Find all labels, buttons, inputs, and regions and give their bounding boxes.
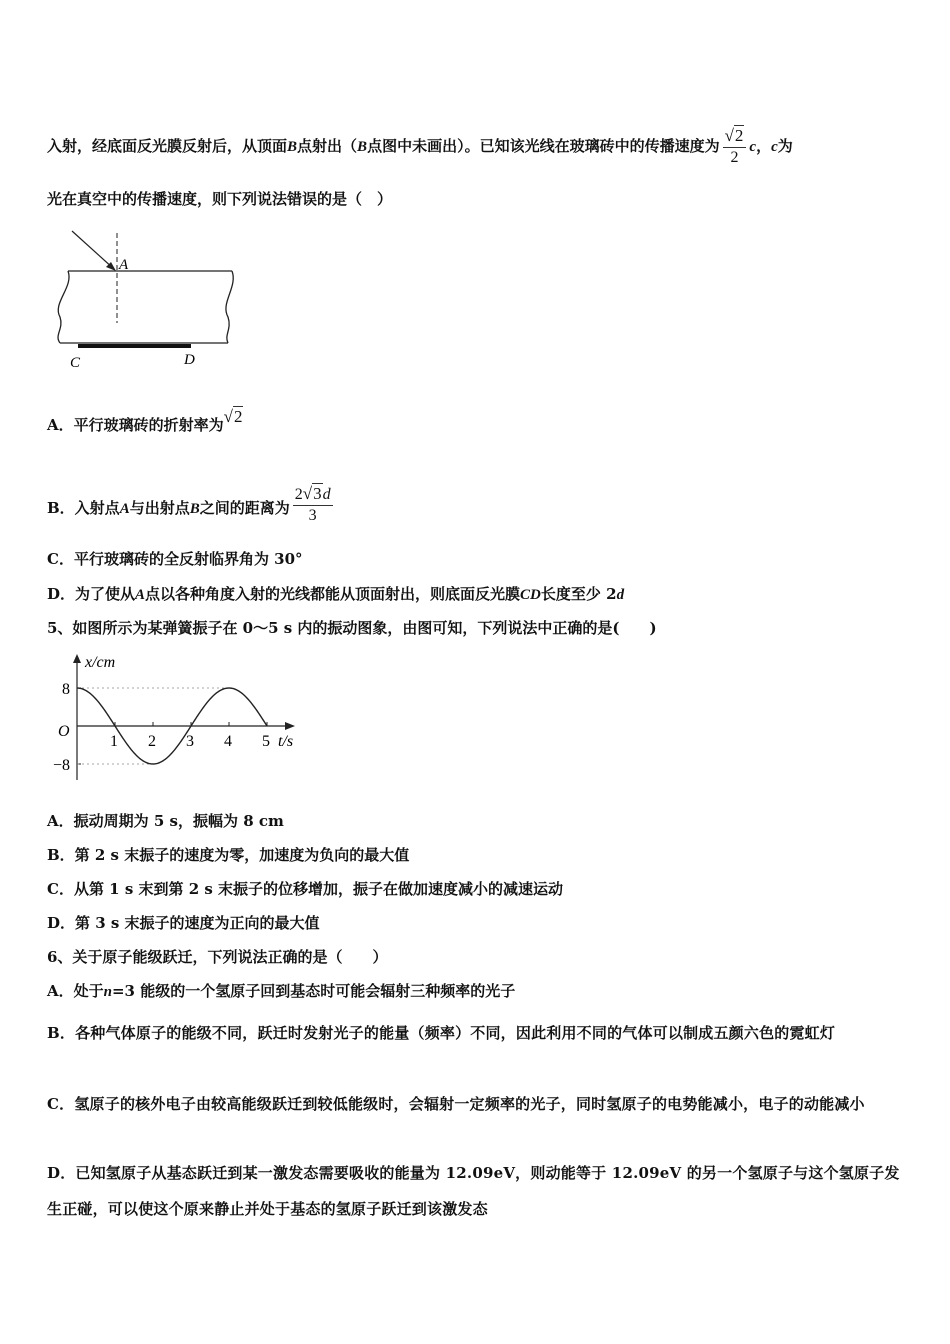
q4-option-c: C．平行玻璃砖的全反射临界角为 30°	[47, 550, 303, 568]
label-C: C	[70, 355, 81, 371]
incident-ray	[72, 231, 114, 269]
q6-option-d: D．已知氢原子从基态跃迁到某一激发态需要吸收的能量为 12.09eV，则动能等于 12.09eV 的另一个氢原子与这个氢原子发生正碰，可以使这个原来静止并处于基态的氢原子跃迁到该激发态	[47, 1164, 900, 1218]
x-tick-label: 3	[186, 733, 194, 750]
q6-option-c: C．氢原子的核外电子由较高能级跃迁到较低能级时，会辐射一定频率的光子，同时氢原子的电势能减小，电子的动能减小	[47, 1095, 865, 1113]
q5-option-a: A．振动周期为 5 s，振幅为 8 cm	[47, 812, 284, 830]
q4-stem-line2: 光在真空中的传播速度，则下列说法错误的是（ ）	[47, 190, 393, 208]
q6-stem: 6、关于原子能级跃迁，下列说法正确的是（ ）	[47, 948, 388, 966]
label-A: A	[119, 257, 129, 273]
q4-option-b: B．入射点A与出射点B之间的距离为 $\frac{2√3d}{3}$	[47, 484, 331, 524]
x-tick-label: 5	[262, 733, 270, 750]
q5-option-d: D．第 3 s 末振子的速度为正向的最大值	[47, 914, 320, 932]
x-tick-label: 1	[110, 733, 118, 750]
q5-option-b: B．第 2 s 末振子的速度为零，加速度为负向的最大值	[47, 846, 410, 864]
label-D: D	[184, 352, 195, 368]
q6-option-a: A．处于n=3 能级的一个氢原子回到基态时可能会辐射三种频率的光子	[47, 982, 516, 1000]
q6-option-b: B．各种气体原子的能级不同，跃迁时发射光子的能量（频率）不同，因此利用不同的气体可以制成五颜六色的霓虹灯	[47, 1024, 836, 1042]
q4-option-d: D．为了使从A点以各种角度入射的光线都能从顶面射出，则底面反光膜CD长度至少 2d	[47, 585, 625, 603]
q4-stem-line1: 入射，经底面反光膜反射后，从顶面B点射出（B点图中未画出）。已知该光线在玻璃砖中的传播速度为 $\frac{√2}{2}$ c，c为	[47, 126, 793, 166]
y-axis-arrow	[73, 654, 81, 663]
brick-left-break	[58, 271, 69, 343]
distance-fraction: $\frac{2√3d}{3}$	[294, 484, 331, 524]
x-axis-label: t/s	[278, 733, 294, 750]
glass-brick-figure	[50, 225, 250, 375]
origin-label: O	[58, 723, 70, 740]
y-tick-label: 8	[62, 681, 70, 698]
speed-fraction: $\frac{√2}{2}$	[723, 126, 747, 168]
x-axis-arrow	[285, 722, 295, 730]
q5-option-c: C．从第 1 s 末到第 2 s 末振子的位移增加，振子在做加速度减小的减速运动	[47, 880, 564, 898]
x-tick-label: 4	[224, 733, 232, 750]
x-tick-label: 2	[148, 733, 156, 750]
q4-option-a: A．平行玻璃砖的折射率为√2	[47, 407, 243, 434]
brick-right-break	[226, 271, 233, 343]
q5-stem: 5、如图所示为某弹簧振子在 0～5 s 内的振动图象，由图可知，下列说法中正确的是( )	[47, 619, 657, 637]
y-axis-label: x/cm	[85, 654, 116, 671]
y-tick-label: −8	[53, 757, 71, 774]
oscillation-chart	[45, 650, 310, 785]
